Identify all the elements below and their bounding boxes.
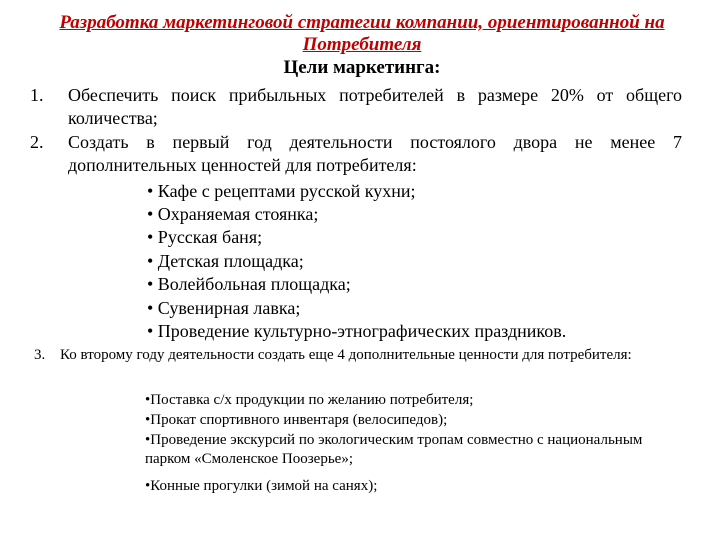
goal-item-3 bbox=[34, 346, 654, 365]
value-bullet: • Проведение культурно-этнографических праздников. bbox=[147, 321, 567, 341]
goal-text: Ко второму году деятельности создать еще 4 дополнительные ценности для потребителя: bbox=[60, 347, 632, 363]
value-bullet: • Охраняемая стоянка; bbox=[147, 204, 319, 224]
value-bullet: •Прокат спортивного инвентаря (велосипедов); bbox=[145, 412, 448, 428]
goal-text: Создать в первый год деятельности постоялого двора не менее 7 дополнительных ценностей для потребителя: bbox=[68, 132, 682, 175]
goal-number: 1. bbox=[30, 85, 44, 105]
goal-item-2 bbox=[30, 131, 682, 177]
value-bullet: •Поставка с/х продукции по желанию потребителя; bbox=[145, 392, 474, 408]
value-bullet: • Детская площадка; bbox=[147, 251, 304, 271]
goal-number: 3. bbox=[34, 347, 46, 363]
value-bullet: •Конные прогулки (зимой на санях); bbox=[145, 478, 378, 494]
value-bullet: • Кафе с рецептами русской кухни; bbox=[147, 181, 416, 201]
value-bullet: • Волейбольная площадка; bbox=[147, 274, 351, 294]
value-bullet: •Проведение экскурсий по экологическим тропам совместно с национальным парком «Смоленское Поозерье»; bbox=[145, 432, 643, 467]
value-bullet: • Русская баня; bbox=[147, 227, 263, 247]
goal-item-1 bbox=[30, 84, 682, 130]
goal-number: 2. bbox=[30, 132, 44, 152]
goal-text: Обеспечить поиск прибыльных потребителей в размере 20% от общего количества; bbox=[68, 85, 682, 128]
slide-subtitle: Цели маркетинга: bbox=[283, 57, 441, 78]
value-bullet: • Сувенирная лавка; bbox=[147, 298, 301, 318]
slide-title: Разработка маркетинговой стратегии компании, ориентированной на Потребителя bbox=[59, 12, 665, 55]
